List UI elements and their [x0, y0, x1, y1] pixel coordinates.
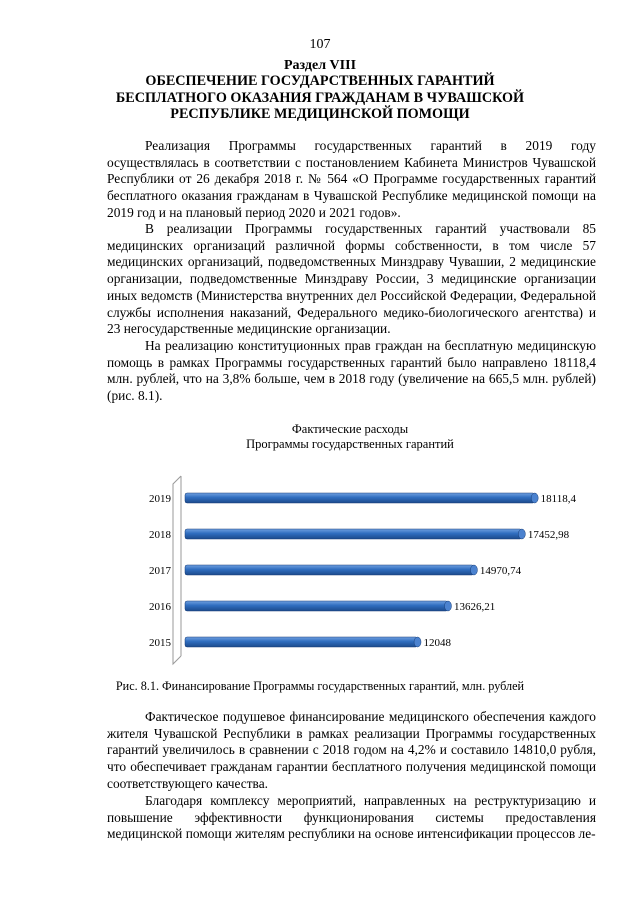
category-label-2017: 2017: [149, 565, 171, 577]
bar-2016: [185, 601, 448, 611]
bar-cap-2019: [531, 493, 538, 503]
bar-cap-2016: [444, 601, 451, 611]
bar-cap-2017: [470, 565, 477, 575]
value-label-2016: 13626,21: [453, 601, 496, 613]
section-label: Раздел VIII: [283, 58, 357, 73]
category-label-2019: 2019: [149, 493, 171, 505]
paragraph-1: Реализация Программы государственных гарантий в 2019 году осуществлялась в соответствии с постановлением Кабинета Министров Чувашской Республики от 26 декабря 2018 г. № 564 «О Программе государственных гарантий бесплатного оказания гражданам в Чувашской Республике медицинской помощи на 2019 год и на плановый период 2020 и 2021 годов».: [107, 138, 596, 220]
chart-title: Фактические расходы: [291, 422, 409, 436]
bar-2017: [185, 565, 474, 575]
bar-2019: [185, 493, 535, 503]
category-label-2015: 2015: [149, 637, 171, 649]
value-label-2015: 12048: [423, 637, 452, 649]
bar-cap-2018: [518, 529, 525, 539]
paragraph-5: Благодаря комплексу мероприятий, направленных на реструктуризацию и повышение эффективности функционирования системы предоставления медицинской помощи жителям республики на основе интенсификации процессов ле-: [107, 793, 596, 842]
paragraph-3: На реализацию конституционных прав граждан на бесплатную медицинскую помощь в рамках Программы государственных гарантий было направлено 18118,4 млн. рублей, что на 3,8% больше, чем в 2018 году (увеличение на 665,5 млн. рублей) (рис. 8.1).: [107, 338, 596, 404]
expenditure-bar-chart: [125, 470, 577, 665]
page-number: 107: [309, 37, 331, 52]
bar-cap-2015: [414, 637, 421, 647]
chart-frame: [173, 476, 181, 664]
bar-2018: [185, 529, 522, 539]
value-label-2019: 18118,4: [540, 493, 577, 505]
bar-2015: [185, 637, 418, 647]
category-label-2018: 2018: [149, 529, 171, 541]
value-label-2017: 14970,74: [479, 565, 522, 577]
value-label-2018: 17452,98: [527, 529, 570, 541]
paragraph-4: Фактическое подушевое финансирование медицинского обеспечения каждого жителя Чувашской Республики в рамках реализации Программы государственных гарантий увеличилось в сравнении с 2018 годом на 4,2% и составило 14810,0 рубля, что обеспечивает гражданам гарантии бесплатного получения медицинской помощи соответствующего качества.: [107, 709, 596, 791]
chart-bars: [149, 493, 577, 649]
category-label-2016: 2016: [149, 601, 171, 613]
figure-caption: Рис. 8.1. Финансирование Программы государственных гарантий, млн. рублей: [115, 679, 525, 693]
chart-wall: [173, 476, 181, 664]
section-title: ОБЕСПЕЧЕНИЕ ГОСУДАРСТВЕННЫХ ГАРАНТИЙ БЕСПЛАТНОГО ОКАЗАНИЯ ГРАЖДАНАМ В ЧУВАШСКОЙ РЕСПУБЛИКЕ МЕДИЦИНСКОЙ ПОМОЩИ: [115, 73, 525, 122]
chart-subtitle: Программы государственных гарантий: [246, 437, 454, 451]
paragraph-2: В реализации Программы государственных гарантий участвовали 85 медицинских организаций различной формы собственности, в том числе 57 медицинских организаций, подведомственных Минздраву Чувашии, 2 медицинские организации, подведомственные Минздраву России, 3 медицинские организации иных ведомств (Министерства внутренних дел Российской Федерации, Федеральной службы исполнения наказаний, Федерального медико-биологического агентства) и 23 негосударственные медицинские организации.: [107, 221, 596, 337]
